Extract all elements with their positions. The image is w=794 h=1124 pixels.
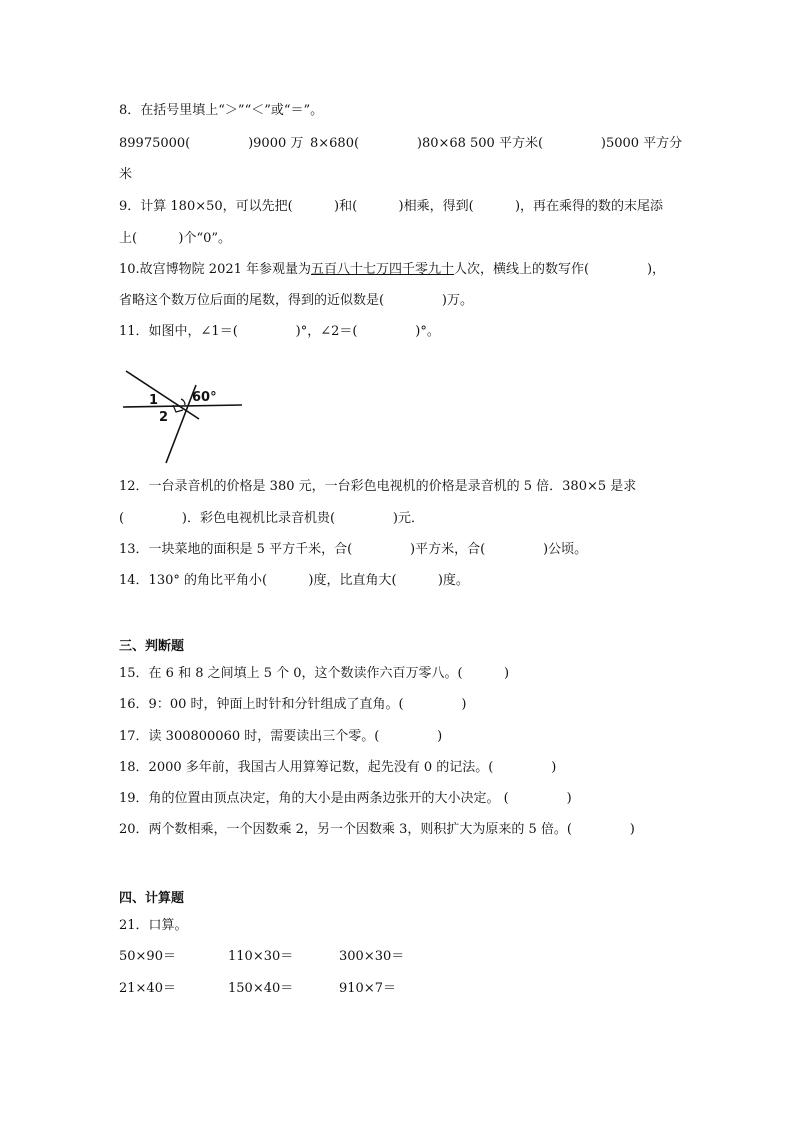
- calc-1-2: 110×30＝: [228, 949, 294, 964]
- q11-line-1: 11．如图中，∠1＝( )°，∠2＝( )°。: [119, 324, 440, 339]
- label-2: 2: [159, 410, 169, 425]
- q16: 16．9：00 时，钟面上时针和分针组成了直角。( ): [119, 697, 467, 712]
- q8-item-2: 8×680( )80×68: [310, 136, 466, 151]
- q17: 17．读 300800060 时，需要读出三个零。( ): [119, 729, 443, 744]
- q12-line-1: 12．一台录音机的价格是 380 元，一台彩色电视机的价格是录音机的 5 倍．380×5 是求: [119, 479, 637, 494]
- q12-line-2: ( )．彩色电视机比录音机贵( )元．: [119, 511, 424, 526]
- calc-2-2: 150×40＝: [228, 981, 294, 996]
- q9-line-2: 上( )个“0”。: [119, 231, 232, 246]
- q18: 18．2000 多年前，我国古人用算筹记数，起先没有 0 的记法。( ): [119, 760, 557, 775]
- q8-item-1: 89975000( )9000 万: [119, 136, 304, 151]
- q10-line-2: 省略这个数万位后面的尾数，得到的近似数是( )万。: [119, 293, 473, 308]
- horizontal-line: [123, 405, 242, 407]
- q21-prompt: 21．口算。: [119, 918, 188, 933]
- section-4-title: 四、计算题: [119, 891, 185, 906]
- label-60-degrees: 60°: [192, 390, 217, 405]
- q13-line-1: 13．一块菜地的面积是 5 平方千米，合( )平方米，合( )公顷。: [119, 542, 588, 557]
- q8-prompt: 8．在括号里填上“＞”“＜”或“＝”。: [119, 103, 324, 118]
- label-1: 1: [149, 393, 159, 408]
- section-3-title: 三、判断题: [119, 639, 185, 654]
- q10-line-1: [119, 261, 665, 279]
- q10-suffix: 人次，横线上的数写作( )，: [454, 262, 666, 277]
- calc-2-3: 910×7＝: [339, 981, 396, 996]
- q20: 20．两个数相乘，一个因数乘 2，另一个因数乘 3，则积扩大为原来的 5 倍。( ): [119, 822, 635, 837]
- q8-item-3: 500 平方米( )5000 平方分: [470, 136, 683, 151]
- q11-angle-figure: [118, 355, 253, 467]
- q9-line-1: 9．计算 180×50，可以先把( )和( )相乘，得到( )，再在乘得的数的末尾添: [119, 199, 664, 214]
- q8-continuation: 米: [119, 167, 133, 182]
- q10-prefix: 10.故宫博物院 2021 年参观量为: [119, 262, 312, 277]
- calc-1-1: 50×90＝: [119, 949, 176, 964]
- calc-2-1: 21×40＝: [119, 981, 176, 996]
- q14-line-1: 14．130° 的角比平角小( )度，比直角大( )度。: [119, 573, 469, 588]
- angle-arc: [181, 399, 185, 405]
- q19: 19．角的位置由顶点决定，角的大小是由两条边张开的大小决定。 ( ): [119, 791, 572, 806]
- q15: 15．在 6 和 8 之间填上 5 个 0，这个数读作六百万零八。( ): [119, 666, 510, 681]
- calc-1-3: 300×30＝: [339, 949, 405, 964]
- q10-underlined-number: 五百八十七万四千零九十: [311, 262, 455, 277]
